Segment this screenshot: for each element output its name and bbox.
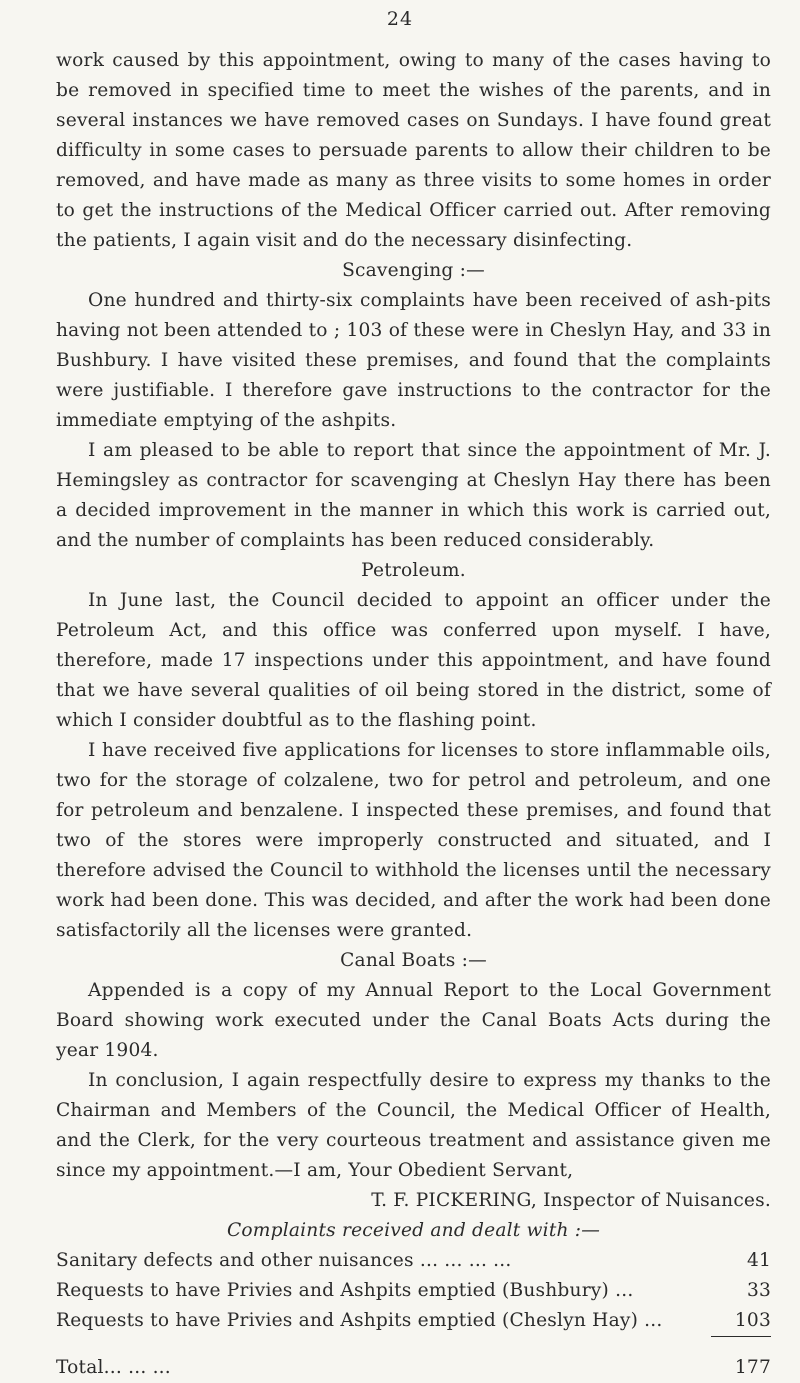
- complaints-title: Complaints received and dealt with :—: [56, 1216, 771, 1246]
- paragraph-conclusion: In conclusion, I again respectfully desire to express my thanks to the Chairman and Members of the Council, the Medical Officer of Health, and the Clerk, for the very courteous treatment and assistance given me since my appointment.—I am, Your Obedient Servant,: [56, 1066, 771, 1186]
- row-value: 33: [711, 1276, 771, 1306]
- paragraph-canal-report: Appended is a copy of my Annual Report to the Local Government Board showing work executed under the Canal Boats Acts during the year 1904.: [56, 976, 771, 1066]
- row-label: Sanitary defects and other nuisances ... ... ... ...: [56, 1246, 711, 1276]
- paragraph-petroleum-act: In June last, the Council decided to appoint an officer under the Petroleum Act, and this office was conferred upon myself. I have, therefore, made 17 inspections under this appointment, and have found that we have several qualities of oil being stored in the district, some of which I consider doubtful as to the flashing point.: [56, 586, 771, 736]
- heading-canal-boats: Canal Boats :—: [56, 946, 771, 976]
- table-row: [56, 1246, 771, 1276]
- report-body: [56, 46, 771, 1383]
- heading-petroleum: Petroleum.: [56, 556, 771, 586]
- paragraph-removal-work: work caused by this appointment, owing to many of the cases having to be removed in specified time to meet the wishes of the parents, and in several instances we have removed cases on Sundays. I have found great difficulty in some cases to persuade parents to allow their children to be removed, and have made as many as three visits to some homes in order to get the instructions of the Medical Officer carried out. After removing the patients, I again visit and do the necessary disinfecting.: [56, 46, 771, 256]
- complaints-table: [56, 1246, 771, 1383]
- paragraph-contractor: I am pleased to be able to report that since the appointment of Mr. J. Hemingsley as contractor for scavenging at Cheslyn Hay there has been a decided improvement in the manner in which this work is carried out, and the number of complaints has been reduced considerably.: [56, 436, 771, 556]
- total-label: Total... ... ...: [56, 1337, 711, 1383]
- table-row: [56, 1276, 771, 1306]
- row-label: Requests to have Privies and Ashpits emptied (Bushbury) ...: [56, 1276, 711, 1306]
- row-value: 103: [711, 1306, 771, 1337]
- row-value: 41: [711, 1246, 771, 1276]
- signature: T. F. PICKERING, Inspector of Nuisances.: [56, 1186, 771, 1216]
- paragraph-licenses: I have received five applications for licenses to store inflammable oils, two for the storage of colzalene, two for petrol and petroleum, and one for petroleum and benzalene. I inspected these premises, and found that two of the stores were improperly constructed and situated, and I therefore advised the Council to withhold the licenses until the necessary work had been done. This was decided, and after the work had been done satisfactorily all the licenses were granted.: [56, 736, 771, 946]
- total-value: 177: [711, 1337, 771, 1383]
- page-number: 24: [0, 8, 800, 30]
- total-row: [56, 1337, 771, 1383]
- heading-scavenging: Scavenging :—: [56, 256, 771, 286]
- paragraph-ashpit-complaints: One hundred and thirty-six complaints have been received of ash-pits having not been attended to ; 103 of these were in Cheslyn Hay, and 33 in Bushbury. I have visited these premises, and found that the complaints were justifiable. I therefore gave instructions to the contractor for the immediate emptying of the ashpits.: [56, 286, 771, 436]
- table-row: [56, 1306, 771, 1337]
- row-label: Requests to have Privies and Ashpits emptied (Cheslyn Hay) ...: [56, 1306, 711, 1337]
